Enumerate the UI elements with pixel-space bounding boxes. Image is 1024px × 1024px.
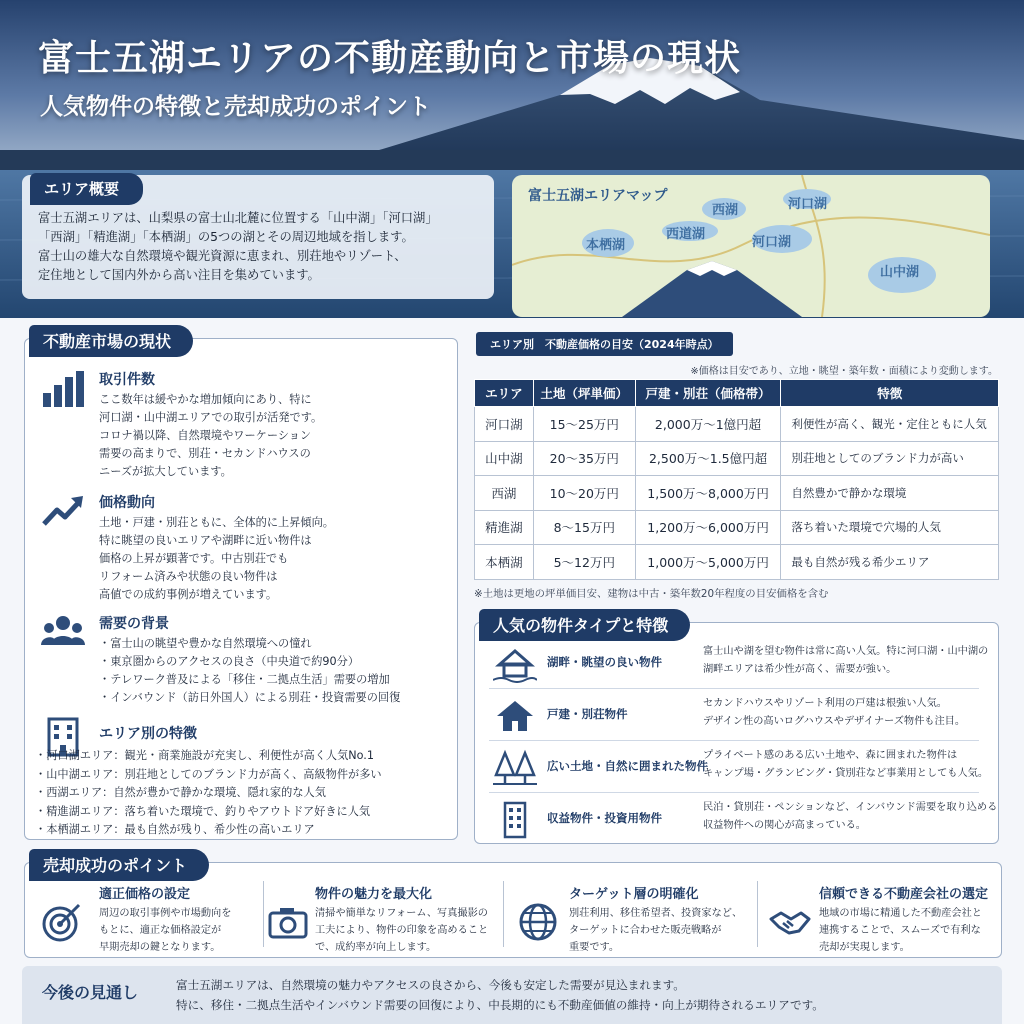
map-title: 富士五湖エリアマップ bbox=[528, 188, 668, 204]
property-types-heading: 人気の物件タイプと特徴 bbox=[479, 609, 690, 641]
handshake-icon bbox=[769, 901, 811, 943]
text-line: 河口湖・山中湖エリアでの取引が活発です。 bbox=[99, 411, 323, 424]
globe-icon bbox=[517, 901, 559, 943]
price-table bbox=[474, 379, 999, 580]
table-row bbox=[475, 545, 999, 580]
sales-point-title: 物件の魅力を最大化 bbox=[315, 887, 433, 902]
text-line: ・テレワーク普及による「移住・二拠点生活」需要の増加 bbox=[99, 673, 390, 686]
text-line: 工夫により、物件の印象を高めること bbox=[315, 925, 489, 936]
lakeside-house-icon bbox=[493, 645, 537, 683]
property-type-income bbox=[489, 793, 998, 845]
overview-line: 富士五湖エリアは、山梨県の富士山北麓に位置する「山中湖」「河口湖」 bbox=[38, 211, 438, 225]
sales-points-heading: 売却成功のポイント bbox=[29, 849, 209, 881]
text-line: ・東京圏からのアクセスの良さ（中央道で約90分） bbox=[99, 655, 360, 668]
sales-point-agent bbox=[759, 883, 999, 963]
table-cell: 2,500万〜1.5億円超 bbox=[635, 441, 781, 476]
property-type-name: 収益物件・投資用物件 bbox=[547, 811, 662, 825]
table-cell: 精進湖 bbox=[475, 510, 534, 545]
property-type-name: 戸建・別荘物件 bbox=[547, 707, 628, 721]
trend-up-icon bbox=[41, 492, 85, 532]
text-line: 早期売却の鍵となります。 bbox=[99, 942, 221, 953]
text-line: 需要の高まりで、別荘・セカンドハウスの bbox=[99, 447, 311, 460]
market-item-title: 取引件数 bbox=[99, 372, 155, 388]
map-label-kawaguchi: 河口湖 bbox=[752, 235, 792, 250]
market-item-text bbox=[99, 635, 400, 707]
market-item-transactions bbox=[41, 369, 451, 479]
market-item-text bbox=[99, 514, 334, 604]
market-item-title: エリア別の特徴 bbox=[99, 726, 197, 742]
sales-point-text bbox=[315, 905, 488, 956]
text-line: ・西湖エリア：自然が豊かで静かな環境、隠れ家的な人気 bbox=[35, 786, 326, 799]
text-line: ・インバウンド（訪日外国人）による別荘・投資需要の回復 bbox=[99, 691, 401, 704]
text-line: キャンプ場・グランピング・貸別荘など事業用としても人気。 bbox=[703, 768, 989, 779]
property-type-lakeside bbox=[489, 637, 989, 689]
table-cell: 利便性が高く、観光・定住ともに人気 bbox=[781, 407, 999, 442]
property-types-panel bbox=[474, 616, 999, 844]
text-line: 清掃や簡単なリフォーム、写真撮影の bbox=[315, 908, 488, 919]
divider bbox=[503, 881, 504, 947]
house-icon bbox=[493, 697, 537, 735]
table-cell: 自然豊かで静かな環境 bbox=[781, 476, 999, 511]
property-type-name: 広い土地・自然に囲まれた物件 bbox=[547, 759, 708, 773]
property-type-desc bbox=[703, 643, 988, 679]
text-line: 収益物件への関心が高まっている。 bbox=[703, 820, 866, 831]
sales-point-title: 適正価格の設定 bbox=[99, 887, 191, 902]
text-line: で、成約率が向上します。 bbox=[315, 942, 437, 953]
market-item-text bbox=[99, 391, 322, 481]
text-line: ・本栖湖エリア：最も自然が残り、希少性の高いエリア bbox=[35, 823, 315, 836]
bar-chart-icon bbox=[41, 369, 85, 409]
table-cell: 落ち着いた環境で穴場的人気 bbox=[781, 510, 999, 545]
price-table-footnote: ※土地は更地の坪単価目安、建物は中古・築年数20年程度の目安価格を含む bbox=[474, 588, 829, 600]
text-line: もとに、適正な価格設定が bbox=[99, 925, 222, 936]
text-line: 連携することで、スムーズで有利な bbox=[819, 925, 981, 936]
market-item-prices bbox=[41, 492, 451, 602]
trees-icon bbox=[493, 749, 537, 787]
column-header: 土地（坪単価） bbox=[533, 380, 635, 407]
sales-point-title: ターゲット層の明確化 bbox=[569, 887, 699, 902]
map-label-sai: 西湖 bbox=[712, 203, 739, 218]
table-cell: 別荘地としてのブランド力が高い bbox=[781, 441, 999, 476]
column-header: 特徴 bbox=[781, 380, 999, 407]
table-cell: 山中湖 bbox=[475, 441, 534, 476]
sales-point-appeal bbox=[257, 883, 502, 963]
overview-line: 定住地として国内外から高い注目を集めています。 bbox=[38, 268, 320, 282]
table-cell: 西湖 bbox=[475, 476, 534, 511]
table-cell: 15〜25万円 bbox=[533, 407, 635, 442]
table-row bbox=[475, 476, 999, 511]
table-header-row bbox=[475, 380, 999, 407]
text-line: 特に眺望の良いエリアや湖畔に近い物件は bbox=[99, 534, 312, 547]
sales-points-panel bbox=[24, 856, 1002, 958]
text-line: デザイン性の高いログハウスやデザイナーズ物件も注目。 bbox=[703, 716, 966, 727]
text-line: ターゲットに合わせた販売戦略が bbox=[569, 925, 722, 936]
text-line: リフォーム済みや状態の良い物件は bbox=[99, 570, 278, 583]
market-status-panel bbox=[24, 332, 458, 840]
column-header: エリア bbox=[475, 380, 534, 407]
text-line: ・河口湖エリア：観光・商業施設が充実し、利便性が高く人気No.1 bbox=[35, 749, 374, 762]
text-line: 富士山や湖を望む物件は常に高い人気。特に河口湖・山中湖の bbox=[703, 646, 989, 657]
sales-point-text bbox=[819, 905, 982, 956]
text-line: ・富士山の眺望や豊かな自然環境への憧れ bbox=[99, 637, 312, 650]
office-building-icon bbox=[493, 801, 537, 839]
people-icon bbox=[41, 613, 85, 653]
property-type-desc bbox=[703, 799, 997, 835]
market-item-areas bbox=[35, 717, 451, 837]
text-line: 民泊・貸別荘・ペンションなど、インバウンド需要を取り込める bbox=[703, 802, 998, 813]
map-label-kawaguchi-north: 河口湖 bbox=[788, 197, 828, 212]
overview-line: 富士山の雄大な自然環境や観光資源に恵まれ、別荘地やリゾート、 bbox=[38, 249, 407, 263]
area-overview-text bbox=[38, 209, 478, 285]
text-line: 土地・戸建・別荘ともに、全体的に上昇傾向。 bbox=[99, 516, 334, 529]
target-icon bbox=[41, 901, 83, 943]
text-line: ニーズが拡大しています。 bbox=[99, 465, 232, 478]
map-label-motosu: 本栖湖 bbox=[586, 238, 626, 253]
text-line: 重要です。 bbox=[569, 942, 620, 953]
text-line: 高値での成約事例が増えています。 bbox=[99, 588, 278, 601]
property-type-name: 湖畔・眺望の良い物件 bbox=[547, 655, 662, 669]
table-cell: 1,500万〜8,000万円 bbox=[635, 476, 781, 511]
text-line: 地域の市場に精通した不動産会社と bbox=[819, 908, 982, 919]
market-item-title: 需要の背景 bbox=[99, 616, 169, 632]
text-line: 売却が実現します。 bbox=[819, 942, 910, 953]
text-line: 富士五湖エリアは、自然環境の魅力やアクセスの良さから、今後も安定した需要が見込まれます。 bbox=[176, 978, 685, 992]
text-line: 価格の上昇が顕著です。中古別荘でも bbox=[99, 552, 289, 565]
text-line: プライベート感のある広い土地や、森に囲まれた物件は bbox=[703, 750, 958, 761]
market-item-demand bbox=[41, 613, 451, 709]
table-row bbox=[475, 407, 999, 442]
sales-point-pricing bbox=[31, 883, 276, 963]
market-item-text bbox=[35, 747, 382, 840]
outlook-box bbox=[22, 966, 1002, 1024]
table-cell: 2,000万〜1億円超 bbox=[635, 407, 781, 442]
overview-line: 「西湖」「精進湖」「本栖湖」の5つの湖とその周辺地域を指します。 bbox=[38, 230, 414, 244]
text-line: コロナ禍以降、自然環境やワーケーション bbox=[99, 429, 312, 442]
table-cell: 最も自然が残る希少エリア bbox=[781, 545, 999, 580]
area-overview-card bbox=[22, 175, 494, 299]
area-map bbox=[512, 175, 990, 317]
table-cell: 1,000万〜5,000万円 bbox=[635, 545, 781, 580]
sales-point-target bbox=[507, 883, 752, 963]
market-status-heading: 不動産市場の現状 bbox=[29, 325, 193, 357]
price-table-label: エリア別 不動産価格の目安（2024年時点） bbox=[476, 332, 733, 356]
column-header: 戸建・別荘（価格帯） bbox=[635, 380, 781, 407]
text-line: 周辺の取引事例や市場動向を bbox=[99, 908, 232, 919]
outlook-title: 今後の見通し bbox=[42, 983, 139, 1002]
map-label-shoji: 西道湖 bbox=[666, 227, 706, 242]
table-cell: 10〜20万円 bbox=[533, 476, 635, 511]
sales-point-title: 信頼できる不動産会社の選定 bbox=[819, 887, 989, 902]
property-type-house bbox=[489, 689, 979, 741]
text-line: 別荘利用、移住希望者、投資家など、 bbox=[569, 908, 743, 919]
table-row bbox=[475, 441, 999, 476]
outlook-text bbox=[176, 975, 824, 1015]
text-line: ・精進湖エリア：落ち着いた環境で、釣りやアウトドア好きに人気 bbox=[35, 804, 371, 818]
table-cell: 20〜35万円 bbox=[533, 441, 635, 476]
text-line: セカンドハウスやリゾート利用の戸建は根強い人気。 bbox=[703, 698, 947, 709]
table-cell: 本栖湖 bbox=[475, 545, 534, 580]
text-line: 特に、移住・二拠点生活やインバウンド需要の回復により、中長期的にも不動産価値の維持・向上が期待されるエリアです。 bbox=[176, 998, 824, 1012]
price-table-note: ※価格は目安であり、立地・眺望・築年数・面積により変動します。 bbox=[690, 366, 998, 377]
table-row bbox=[475, 510, 999, 545]
camera-icon bbox=[267, 901, 309, 943]
table-cell: 8〜15万円 bbox=[533, 510, 635, 545]
divider bbox=[757, 881, 758, 947]
table-cell: 5〜12万円 bbox=[533, 545, 635, 580]
property-type-desc bbox=[703, 747, 988, 783]
page-title: 富士五湖エリアの不動産動向と市場の現状 bbox=[38, 38, 742, 79]
hero-banner bbox=[0, 0, 1024, 318]
market-item-title: 価格動向 bbox=[99, 495, 155, 511]
text-line: 湖畔エリアは希少性が高く、需要が強い。 bbox=[703, 664, 897, 675]
sales-point-text bbox=[569, 905, 742, 956]
page-subtitle: 人気物件の特徴と売却成功のポイント bbox=[40, 94, 431, 120]
property-type-desc bbox=[703, 695, 965, 731]
table-cell: 1,200万〜6,000万円 bbox=[635, 510, 781, 545]
map-label-yamanaka: 山中湖 bbox=[880, 265, 920, 280]
text-line: ここ数年は緩やかな増加傾向にあり、特に bbox=[99, 393, 312, 406]
table-cell: 河口湖 bbox=[475, 407, 534, 442]
text-line: ・山中湖エリア：別荘地としてのブランド力が高く、高級物件が多い bbox=[35, 767, 382, 781]
property-type-land bbox=[489, 741, 989, 793]
area-overview-heading: エリア概要 bbox=[30, 173, 143, 205]
sales-point-text bbox=[99, 905, 231, 956]
